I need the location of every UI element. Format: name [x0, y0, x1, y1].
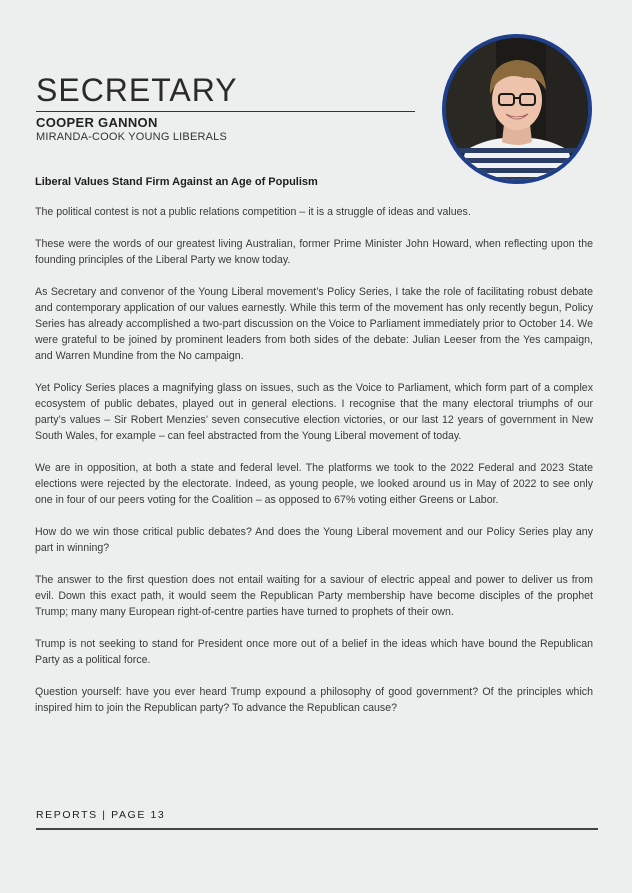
role-title: SECRETARY: [36, 72, 238, 108]
footer-page-label: REPORTS | PAGE 13: [36, 809, 166, 821]
article-paragraph: As Secretary and convenor of the Young Liberal movement’s Policy Series, I take the role of facilitating robust debate and contemporary application of our values earnestly. While this term of the movement has only recently begun, Policy Series has already accomplished a two-part discussion on the Voice to Parliament immediately prior to October 14. We were grateful to be joined by prominent leaders from both sides of the debate: Julian Leeser from the Yes campaign, and Warren Mundine from the No campaign.: [35, 286, 593, 362]
article-paragraph: We are in opposition, at both a state and federal level. The platforms we took to the 2022 Federal and 2023 State elections were rejected by the electorate. Indeed, as young people, we looked around us in May of 2022 to see only one in four of our peers voting for the Coalition – as opposed to 67% voting either Greens or Labor.: [35, 462, 593, 506]
title-divider: [36, 111, 415, 112]
portrait-photo-icon: [446, 38, 588, 180]
article-paragraph: The political contest is not a public relations competition – it is a struggle of ideas and values.: [35, 206, 471, 218]
article-paragraph: Yet Policy Series places a magnifying glass on issues, such as the Voice to Parliament, which form part of a complex ecosystem of public debates, played out in general elections. I recognise that the many electoral triumphs of our party’s values – Sir Robert Menzies’ seven consecutive election victories, or our last 12 years of government in New South Wales, for example – can feel abstracted from the Young Liberal movement of today.: [35, 382, 593, 442]
article-heading: Liberal Values Stand Firm Against an Age of Populism: [35, 176, 318, 188]
avatar: [442, 34, 592, 184]
article: [35, 174, 593, 732]
article-paragraph: The answer to the first question does not entail waiting for a saviour of electric appeal and power to deliver us from evil. Down this exact path, it would seem the Republican Party membership have become disciples of the prophet Trump; many many European right-of-centre parties have turned to prophets of their own.: [35, 574, 593, 618]
article-paragraph: Question yourself: have you ever heard Trump expound a philosophy of good government? Of the principles which inspired him to join the Republican party? To advance the Republican cause?: [35, 686, 593, 714]
footer-divider: [36, 828, 598, 830]
article-paragraph: How do we win those critical public debates? And does the Young Liberal movement and our Policy Series play any part in winning?: [35, 526, 593, 554]
article-paragraph: These were the words of our greatest living Australian, former Prime Minister John Howard, when reflecting upon the founding principles of the Liberal Party we know today.: [35, 238, 593, 266]
person-organisation: MIRANDA-COOK YOUNG LIBERALS: [36, 131, 228, 143]
article-paragraph: Trump is not seeking to stand for President once more out of a belief in the ideas which have bound the Republican Party as a political force.: [35, 638, 593, 666]
person-name: COOPER GANNON: [36, 115, 158, 130]
